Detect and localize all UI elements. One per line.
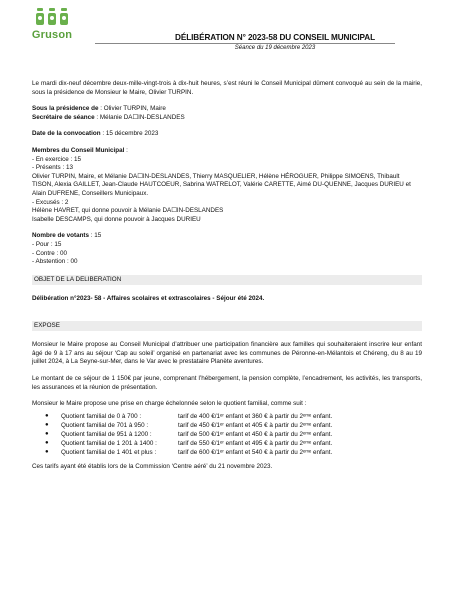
expose-paragraph-4: Ces tarifs ayant été établis lors de la Commission ‘Centre aéré’ du 21 novembre 2023. [32,462,273,470]
bullet-icon: ● [45,412,49,419]
bullet-icon: ● [45,421,49,428]
voters-value: : 15 [89,232,102,240]
tariff-value: tarif de 550 €/1ᵉʳ enfant et 495 € à partir du 2ᵉᵐᵉ enfant. [178,439,333,447]
voters-label: Nombre de votants [32,232,90,240]
tariff-quotient: Quotient familial de 951 à 1200 : [61,430,152,438]
tariff-row [45,439,422,448]
votes-abstention: - Abstention : 00 [32,258,78,266]
bullet-icon: ● [45,448,49,455]
votes-for: - Pour : 15 [32,240,62,248]
tariff-row [45,412,422,421]
tariff-value: tarif de 500 €/1ᵉʳ enfant et 450 € à partir du 2ᵉᵐᵉ enfant. [178,430,333,438]
page-title: DÉLIBÉRATION N° 2023-58 DU CONSEIL MUNICIPAL [175,33,375,42]
logo-figures-icon [31,8,73,26]
expose-paragraph-3: Monsieur le Maire propose une prise en charge échelonnée selon le quotient familial, comme suit : [32,400,307,408]
title-divider [95,43,395,44]
voters-heading [32,232,422,241]
members-label-suffix: : [124,146,128,154]
members-present-count: - Présents : 13 [32,164,73,172]
secretary-value: : Mélanie DA☐IN-DESLANDES [94,113,185,121]
tariff-quotient: Quotient familial de 701 à 950 : [61,421,149,429]
presidency-label: Sous la présidence de [32,105,99,113]
presidency-value: : Olivier TURPIN, Maire [98,105,166,113]
expose-paragraph-2: Le montant de ce séjour de 1 150€ par jeune, comprenant l’hébergement, la pension complète, l’encadrement, les activités, les transports, les assurances et la réunion de présentation. [32,375,422,391]
convocation-line [32,130,422,139]
bullet-icon: ● [45,439,49,446]
tariff-row [45,448,422,457]
object-section-bar: OBJET DE LA DELIBERATION [32,275,422,285]
votes-against: - Contre : 00 [32,249,67,257]
session-date: Séance du 19 décembre 2023 [234,45,316,51]
tariff-value: tarif de 600 €/1ᵉʳ enfant et 540 € à partir du 2ᵉᵐᵉ enfant. [178,448,333,456]
members-present-list: Olivier TURPIN, Maire, et Mélanie DA☐IN-DESLANDES, Thierry MASQUELIER, Hélène HÉROGUER, Philippe SIMOENS, Thibault TISON, Alexia GAILLET, Jean-Claude HAUTCOEUR, Sabrina WATRELOT, Valérie CARETTE, Aimé DU-QUENNE, Jacques DURIEU et Alain DUFRENE, Conseillers Municipaux. [32,172,411,197]
tariff-list [45,412,422,457]
bullet-icon: ● [45,430,49,437]
members-heading [32,147,422,156]
excused-member-2: Isabelle DESCAMPS, qui donne pouvoir à Jacques DURIEU [32,215,201,223]
expose-section-bar: EXPOSE [32,321,422,331]
expose-paragraph-1: Monsieur le Maire propose au Conseil Municipal d’attribuer une participation financière aux familles qui souhaiteraient inscrire leur enfant âgé de 9 à 17 ans au séjour ‘Cap au soleil’ organisé en partenariat avec les communes de Péronne-en-Mélantois et Chéreng, du 8 au 19 juillet 2024, à La Seyne-sur-Mer, dans le Var avec le prestataire Planète aventures. [32,341,422,366]
presidency-line [32,105,422,114]
tariff-row [45,430,422,439]
municipal-logo [31,6,73,46]
logo-text: Gruson [31,29,73,41]
excused-member-1: Hélène HAVRET, qui donne pouvoir à Mélanie DA☐IN-DESLANDES [32,207,224,215]
deliberation-object: Délibération n°2023- 58 - Affaires scolaires et extrascolaires - Séjour été 2024. [32,294,265,302]
tariff-quotient: Quotient familial de 0 à 700 : [61,412,142,420]
tariff-quotient: Quotient familial de 1 201 à 1400 : [61,439,157,447]
intro-paragraph: Le mardi dix-neuf décembre deux-mille-vingt-trois à dix-huit heures, s’est réuni le Conseil Municipal dûment convoqué au sein de la mairie, sous la présidence de Monsieur le Maire, Olivier TURPIN. [32,80,422,96]
secretary-label: Secrétaire de séance [32,113,95,121]
members-in-office: - En exercice : 15 [32,155,81,163]
members-excused-count: - Excusés : 2 [32,198,69,206]
tariff-row [45,421,422,430]
members-label: Membres du Conseil Municipal [32,146,125,154]
tariff-value: tarif de 400 €/1ᵉʳ enfant et 360 € à partir du 2ᵉᵐᵉ enfant. [178,412,333,420]
convocation-value: : 15 décembre 2023 [100,130,159,138]
secretary-line [32,114,422,123]
convocation-label: Date de la convocation [32,130,101,138]
tariff-value: tarif de 450 €/1ᵉʳ enfant et 405 € à partir du 2ᵉᵐᵉ enfant. [178,421,333,429]
document-body [32,80,422,471]
tariff-quotient: Quotient familial de 1 401 et plus : [61,448,157,456]
